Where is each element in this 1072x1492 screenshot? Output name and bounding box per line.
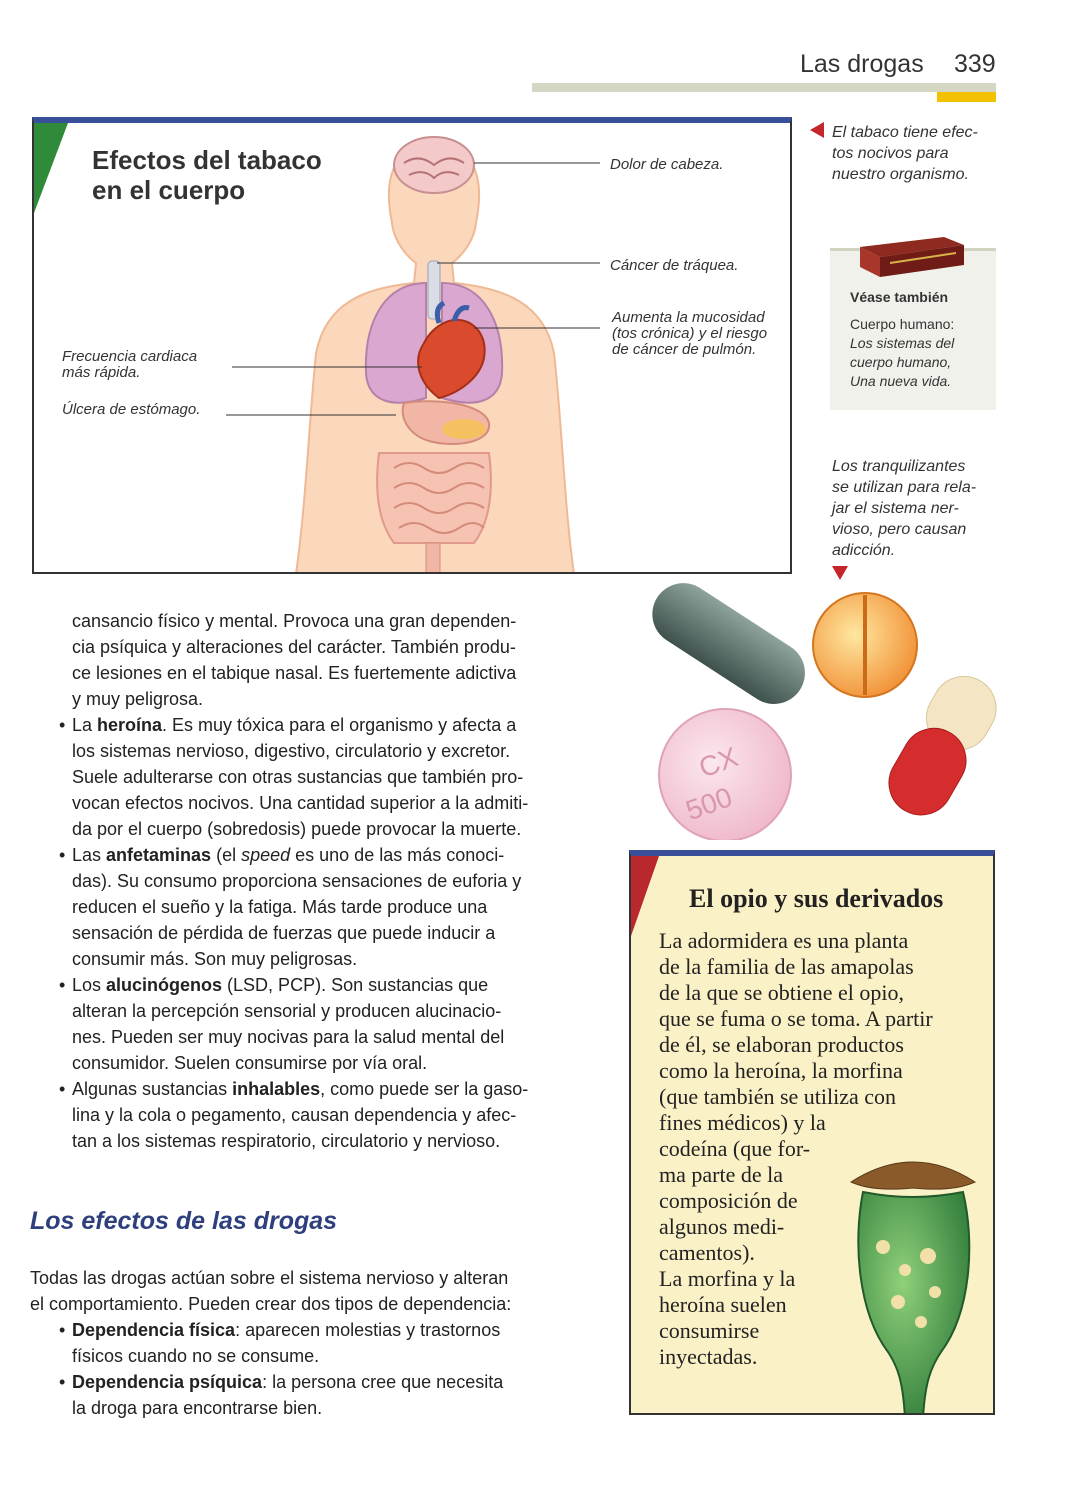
hallucinogens-item: • Los alucinógenos (LSD, PCP). Son sustancias que alteran la percepción sensorial y producen alucinacio- nes. Pueden ser muy nocivas para la salud mental del consumidor. Suelen consumirse por vía oral. [72, 972, 600, 1076]
pill-imprint-line: 500 [681, 781, 737, 827]
opium-line: (que también se utiliza con [659, 1084, 897, 1109]
opium-line: composición de [659, 1188, 798, 1213]
note-line: adicción. [832, 542, 896, 559]
label-lungs [612, 310, 767, 358]
opium-line: de la que se obtiene el opio, [659, 980, 904, 1005]
term-hallucinogens: alucinógenos [106, 975, 223, 995]
see-also-list [850, 315, 954, 391]
psychic-dependence-item: • Dependencia psíquica: la persona cree que necesita la droga para encontrarse bien. [72, 1369, 600, 1421]
body-line: nes. Pueden ser muy nocivas para la salud mental del [72, 1027, 505, 1047]
pill-imprint-line: CX [694, 741, 742, 784]
body-line: vocan efectos nocivos. Una cantidad superior a la admiti- [72, 793, 529, 813]
note-line: jar el sistema ner- [832, 500, 959, 517]
opium-line: de la familia de las amapolas [659, 954, 914, 979]
header-tab [937, 92, 996, 102]
body-line: sensación de pérdida de fuerzas que puede inducir a [72, 923, 496, 943]
opium-line: La adormidera es una planta [659, 928, 909, 953]
label-stomach-ulcer: Úlcera de estómago. [62, 401, 201, 418]
note-line: vioso, pero causan [832, 521, 967, 538]
body-line: Suele adulterarse con otras sustancias que también pro- [72, 767, 524, 787]
opium-corner-accent [631, 856, 659, 936]
body-line: físicos cuando no se consume. [72, 1346, 320, 1366]
opium-line: La morfina y la [659, 1266, 796, 1291]
label-headache: Dolor de cabeza. [610, 156, 724, 173]
note-line: Los tranquilizantes [832, 458, 966, 475]
see-also-item: cuerpo humano, [850, 354, 952, 370]
tranquilizers-note [832, 456, 976, 561]
label-trachea-cancer: Cáncer de tráquea. [610, 257, 739, 274]
opium-line: algunos medi- [659, 1214, 785, 1239]
opium-line: de él, se elaboran productos [659, 1032, 904, 1057]
label-line: Frecuencia cardiaca [62, 348, 198, 365]
body-line: lina y la cola o pegamento, causan dependencia y afec- [72, 1105, 517, 1125]
opium-line: como la heroína, la morfina [659, 1058, 903, 1083]
label-line: (tos crónica) y el riesgo [612, 325, 768, 342]
body-text-block [59, 608, 600, 1154]
opium-box [629, 850, 995, 1415]
term-psychic-dependence: Dependencia psíquica [72, 1372, 263, 1392]
note-line: El tabaco tiene efec- [832, 124, 978, 141]
term-speed: speed [241, 845, 291, 865]
opium-line: ma parte de la [659, 1162, 783, 1187]
opium-box-title: El opio y sus derivados [689, 884, 944, 913]
body-line: ce lesiones en el tabique nasal. Es fuertemente adictiva [72, 663, 517, 683]
dependence-list [59, 1317, 600, 1421]
opium-line: fines médicos) y la [659, 1110, 826, 1135]
pills-illustration [640, 580, 1000, 840]
see-also-item: Una nueva vida. [850, 373, 952, 389]
inhalants-item: • Algunas sustancias inhalables, como puede ser la gaso- lina y la cola o pegamento, causan dependencia y afec- tan a los sistemas respiratorio, circulatorio y nervioso. [72, 1076, 600, 1154]
amphetamines-item: • Las anfetaminas (el speed es uno de las más conoci- das). Su consumo proporciona sensaciones de euforia y reducen el sueño y la fatiga. Más tarde produce una sensación de pérdida de fuerzas que puede inducir a consumir más. Son muy peligrosas. [72, 842, 600, 972]
opium-box-text [659, 928, 979, 1370]
page-number: 339 [954, 50, 996, 78]
note-line: se utilizan para rela- [832, 479, 977, 496]
body-line: y muy peligrosa. [72, 689, 204, 709]
opium-line: camentos). [659, 1240, 755, 1265]
note-line: nuestro organismo. [832, 166, 969, 183]
pointer-left-icon [810, 122, 824, 138]
book-icon [860, 233, 964, 279]
body-line: la droga para encontrarse bien. [72, 1398, 323, 1418]
body-line: das). Su consumo proporciona sensaciones de euforia y [72, 871, 522, 891]
opium-line: heroína suelen [659, 1292, 787, 1317]
physical-dependence-item: • Dependencia física: aparecen molestias y trastornos físicos cuando no se consume. [72, 1317, 600, 1369]
body-line: los sistemas nervioso, digestivo, circulatorio y excretor. [72, 741, 511, 761]
figure-title-line: Efectos del tabaco [92, 145, 322, 175]
header-rule [532, 83, 996, 92]
opium-line: consumirse [659, 1318, 760, 1343]
running-header-section: Las drogas [800, 50, 924, 78]
note-line: tos nocivos para [832, 145, 949, 162]
label-line: Aumenta la mucosidad [612, 309, 765, 326]
opium-line: codeína (que for- [659, 1136, 811, 1161]
gray-capsule-icon [640, 580, 816, 716]
term-amphetamines: anfetaminas [106, 845, 212, 865]
label-heart-rate [62, 349, 197, 381]
see-also-item: Los sistemas del [850, 335, 955, 351]
term-heroin: heroína [97, 715, 163, 735]
body-line: alteran la percepción sensorial y producen alucinacio- [72, 1001, 502, 1021]
opium-line: inyectadas. [659, 1344, 758, 1369]
intestines-icon [377, 453, 491, 543]
body-line: tan a los sistemas respiratorio, circulatorio y nervioso. [72, 1131, 501, 1151]
heroin-item: • La heroína. Es muy tóxica para el organismo y afecta a los sistemas nervioso, digestivo, circulatorio y excretor. Suele adulterarse con otras sustancias que también pro- vocan efectos nocivos. Una cantidad superior a la admiti- da por el cuerpo (sobredosis) puede provocar la muerte. [72, 712, 600, 842]
label-line: de cáncer de pulmón. [612, 341, 757, 358]
body-line: Todas las drogas actúan sobre el sistema nervioso y alteran [30, 1268, 509, 1288]
figure-title-line: en el cuerpo [92, 175, 246, 205]
body-line: cansancio físico y mental. Provoca una gran dependen- [72, 611, 517, 631]
tobacco-effects-figure [32, 117, 792, 574]
red-white-capsule-icon [877, 665, 1000, 827]
section-heading: Los efectos de las drogas [30, 1207, 338, 1235]
body-line: consumir más. Son muy peligrosas. [72, 949, 358, 969]
pointer-down-icon [832, 566, 848, 580]
tobacco-side-note [832, 122, 978, 185]
opium-line: que se fuma o se toma. A partir [659, 1006, 933, 1031]
see-also-box [830, 248, 996, 410]
body-line: el comportamiento. Pueden crear dos tipos de dependencia: [30, 1294, 512, 1314]
intro-text [30, 1265, 600, 1317]
see-also-heading: Véase también [850, 289, 949, 305]
body-line: cia psíquica y alteraciones del carácter. También produ- [72, 637, 516, 657]
body-line: reducen el sueño y la fatiga. Más tarde produce una [72, 897, 488, 917]
term-physical-dependence: Dependencia física [72, 1320, 236, 1340]
body-line: consumidor. Suelen consumirse por vía oral. [72, 1053, 428, 1073]
body-line: da por el cuerpo (sobredosis) puede provocar la muerte. [72, 819, 522, 839]
see-also-item: Cuerpo humano: [850, 316, 955, 332]
term-inhalants: inhalables [232, 1079, 321, 1099]
label-line: más rápida. [62, 364, 141, 381]
